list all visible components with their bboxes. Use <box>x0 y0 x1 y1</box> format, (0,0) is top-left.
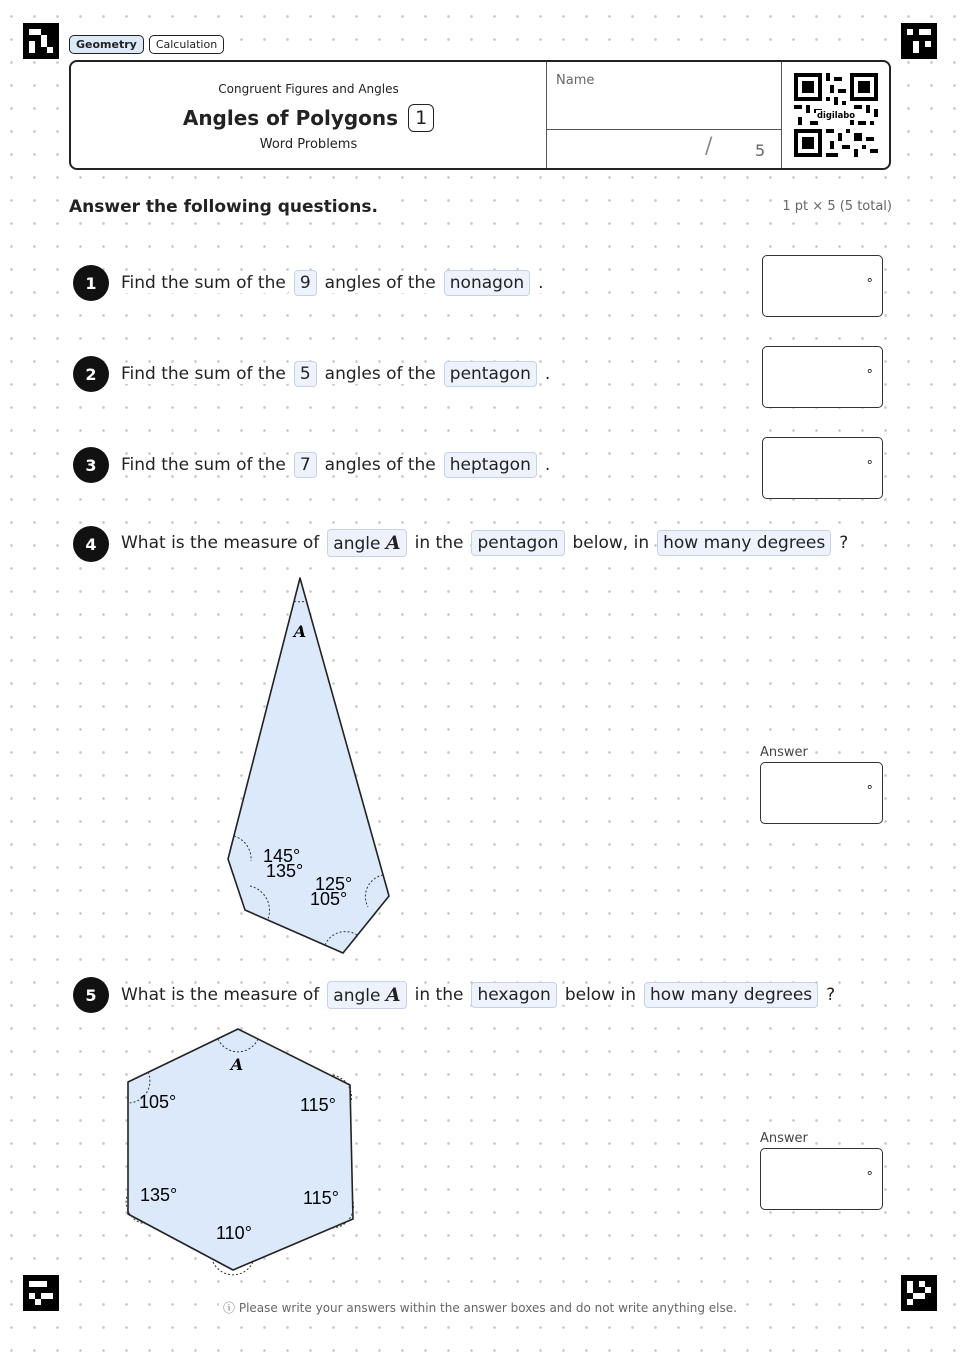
question-3-number: 3 <box>73 447 109 483</box>
footer-note <box>0 1299 960 1316</box>
page-subtitle: Congruent Figures and Angles <box>218 82 399 96</box>
q5-text-part: below in <box>564 985 637 1005</box>
degree-unit: ° <box>866 459 873 474</box>
hexagon-vertex-label: A <box>230 1055 244 1074</box>
points-text: 1 pt × 5 (5 total) <box>782 199 892 214</box>
q3-text-part: Find the sum of the <box>121 455 286 475</box>
hexagon-angle-label: 135° <box>140 1185 178 1205</box>
degree-unit: ° <box>866 784 873 799</box>
question-4-number: 4 <box>73 526 109 562</box>
answer-label-4: Answer <box>760 745 808 760</box>
q2-text-part: angles of the <box>324 364 436 384</box>
degree-unit: ° <box>866 368 873 383</box>
question-1-number: 1 <box>73 265 109 301</box>
footer-text: ⓘ Please write your answers within the answer boxes and do not write anything else. <box>219 1301 741 1315</box>
q3-text-part: angles of the <box>324 455 436 475</box>
q2-text-part: Find the sum of the <box>121 364 286 384</box>
q4-text-part: in the <box>414 533 464 553</box>
q5-how-many: how many degrees <box>644 982 818 1008</box>
q1-period: . <box>538 273 544 293</box>
q5-text-part: in the <box>414 985 464 1005</box>
name-label: Name <box>556 73 595 88</box>
answer-label-5: Answer <box>760 1131 808 1146</box>
hexagon-angle-label: 115° <box>303 1188 339 1208</box>
page-title: Angles of Polygons <box>182 106 399 130</box>
pentagon-angle-label: 145° <box>263 846 301 866</box>
q4-angle-word: angle <box>333 534 381 554</box>
qr-text: digilabo <box>816 109 856 120</box>
q3-count: 7 <box>294 452 317 478</box>
q4-text-part: below, in <box>572 533 650 553</box>
score-total: 5 <box>755 141 766 160</box>
tag-calculation: Calculation <box>149 35 224 54</box>
pentagon-angle-label: 125° <box>315 874 353 894</box>
pentagon-angle-label: 105° <box>310 889 348 909</box>
score-slash: / <box>705 134 713 159</box>
q1-text-part: angles of the <box>324 273 436 293</box>
degree-unit: ° <box>866 1170 873 1185</box>
pentagon-angle-label: 135° <box>266 861 304 881</box>
q5-shape: hexagon <box>471 982 556 1008</box>
q1-shape: nonagon <box>444 270 530 296</box>
hexagon-angle-label: 105° <box>139 1092 177 1112</box>
question-2-number: 2 <box>73 356 109 392</box>
worksheet-number: 1 <box>408 104 434 132</box>
q3-period: . <box>544 455 551 475</box>
question-5-number: 5 <box>73 977 109 1013</box>
q2-period: . <box>544 364 551 384</box>
q5-angle-var: A <box>385 984 401 1006</box>
page-category: Word Problems <box>259 137 358 152</box>
q5-question-mark: ? <box>826 985 836 1005</box>
q1-text-part: Find the sum of the <box>121 273 286 293</box>
q4-question-mark: ? <box>839 533 849 553</box>
hexagon-angle-label: 110° <box>216 1223 252 1243</box>
q5-text-part: What is the measure of <box>121 985 320 1005</box>
hexagon-angle-label: 115° <box>300 1095 336 1115</box>
q2-shape: pentagon <box>444 361 537 387</box>
q4-shape: pentagon <box>471 530 564 556</box>
q5-angle-word: angle <box>333 986 381 1006</box>
q4-angle-var: A <box>385 532 401 554</box>
q1-count: 9 <box>294 270 317 296</box>
q4-text-part: What is the measure of <box>121 533 320 553</box>
tag-geometry: Geometry <box>69 35 144 54</box>
pentagon-vertex-label: A <box>293 622 307 641</box>
q4-how-many: how many degrees <box>657 530 831 556</box>
q2-count: 5 <box>294 361 317 387</box>
instruction-text: Answer the following questions. <box>69 197 382 217</box>
q3-shape: heptagon <box>444 452 537 478</box>
degree-unit: ° <box>866 277 873 292</box>
